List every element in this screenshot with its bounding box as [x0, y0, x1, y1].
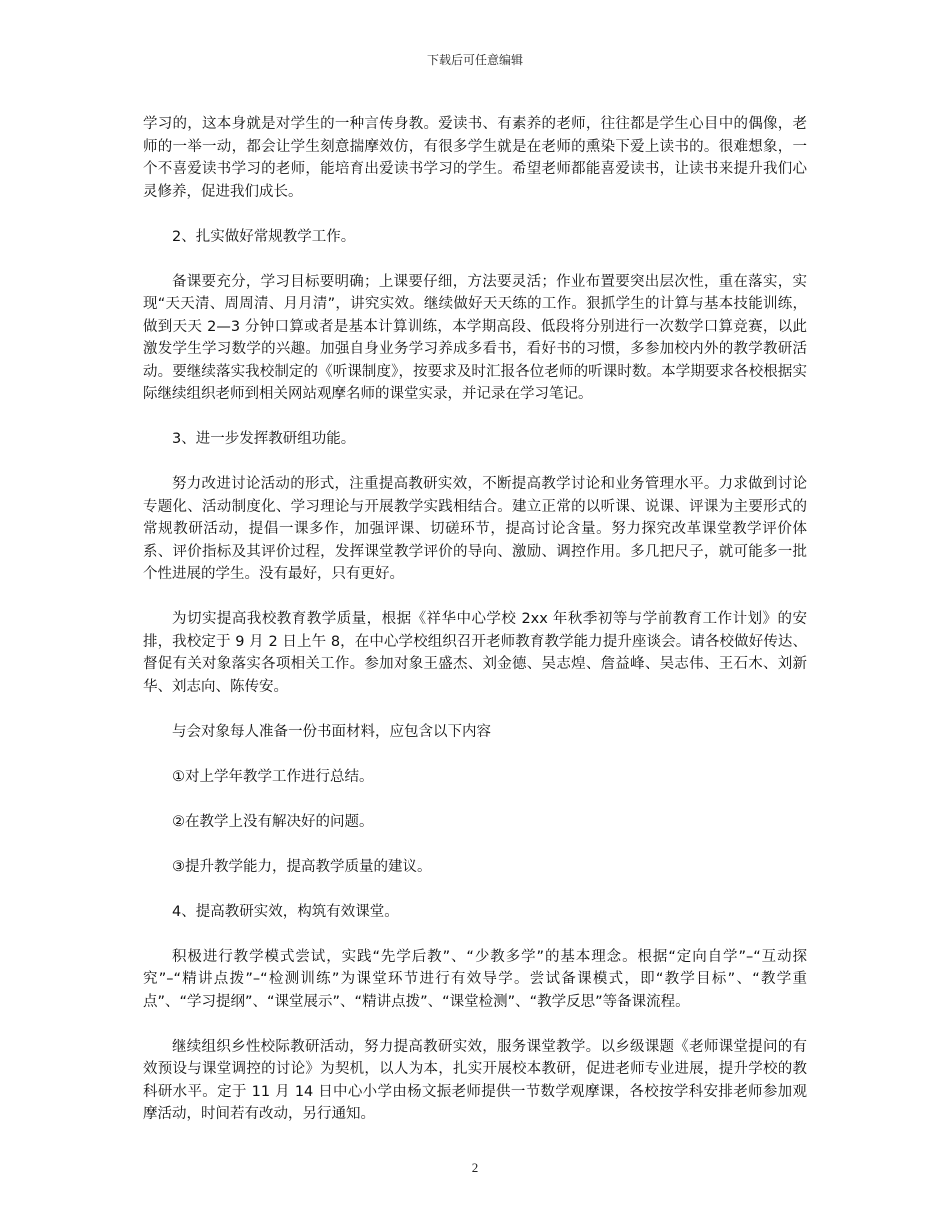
paragraph-routine-teaching: 备课要充分，学习目标要明确；上课要仔细，方法要灵活；作业布置要突出层次性，重在落实，实现“天天清、周周清、月月清”，讲究实效。继续做好天天练的工作。狠抓学生的计算与基本技能训练，做到天天 2—3 分钟口算或者是基本计算训练，本学期高段、低段将分别进行一次数学口算竞赛，以此激发学生学习数学的兴趣。加强自身业务学习养成多看书，看好书的习惯，多参加校内外的教学教研活动。要继续落实我校制定的《听课制度》，按要求及时汇报各位老师的听课时数。本学期要求各校根据实际继续组织老师到相关网站观摩名师的课堂实录，并记录在学习笔记。 — [143, 273, 807, 402]
paragraph-research-group: 努力改进讨论活动的形式，注重提高教研实效，不断提高教学讨论和业务管理水平。力求做到讨论专题化、活动制度化、学习理论与开展教学实践相结合。建立正常的以听课、说课、评课为主要形式的常规教研活动，提倡一课多作，加强评课、切磋环节，提高讨论含量。努力探究改革课堂教学评价体系、评价指标及其评价过程，发挥课堂教学评价的导向、激励、调控作用。多几把尺子，就可能多一批个性进展的学生。没有最好，只有更好。 — [143, 476, 807, 582]
document-body — [143, 113, 807, 1148]
section-heading-routine-teaching: 2、扎实做好常规教学工作。 — [172, 228, 356, 245]
section-heading-research-group: 3、进一步发挥教研组功能。 — [172, 431, 356, 447]
list-item-summary: ①对上学年教学工作进行总结。 — [172, 768, 374, 785]
paragraph-teaching-model: 积极进行教学模式尝试，实践“先学后教”、“少教多学”的基本理念。根据“定向自学”–“互动探究”–“精讲点拨”–“检测训练”为课堂环节进行有效导学。尝试备课模式，即“教学目标”、“教学重点”、“学习提纲”、“课堂展示”、“精讲点拨”、“课堂检测”、“教学反思”等备课流程。 — [143, 948, 807, 1010]
list-item-suggestions: ③提升教学能力，提高教学质量的建议。 — [172, 858, 432, 875]
paragraph-school-research-activity: 继续组织乡性校际教研活动，努力提高教研实效，服务课堂教学。以乡级课题《老师课堂提问的有效预设与课堂调控的讨论》为契机，以人为本，扎实开展校本教研，促进老师专业进展，提升学校的教科研水平。定于 11 月 14 日中心小学由杨文振老师提供一节数学观摩课，各校按学科安排老师参加观摩活动，时间若有改动，另行通知。 — [143, 1038, 807, 1122]
page-header-title: 下载后可任意编辑 — [426, 53, 523, 67]
page-number: 2 — [471, 1160, 479, 1175]
paragraph-meeting-notice: 为切实提高我校教育教学质量，根据《祥华中心学校 2xx 年秋季初等与学前教育工作计划》的安排，我校定于 9 月 2 日上午 8，在中心学校组织召开老师教育教学能力提升座谈会。请各校做好传达、督促有关对象落实各项相关工作。参加对象王盛杰、刘金德、吴志煌、詹益峰、吴志伟、王石木、刘新华、刘志向、陈传安。 — [143, 611, 807, 695]
paragraph-materials-intro: 与会对象每人准备一份书面材料，应包含以下内容 — [172, 723, 491, 740]
paragraph-reading-habit: 学习的，这本身就是对学生的一种言传身教。爱读书、有素养的老师，往往都是学生心目中的偶像，老师的一举一动，都会让学生刻意揣摩效仿，有很多学生就是在老师的熏染下爱上读书的。很难想象，一个不喜爱读书学习的老师，能培育出爱读书学习的学生。希望老师都能喜爱读书，让读书来提升我们心灵修养，促进我们成长。 — [143, 116, 807, 200]
list-item-problems: ②在教学上没有解决好的问题。 — [172, 813, 374, 830]
section-heading-effective-classroom: 4、提高教研实效，构筑有效课堂。 — [172, 903, 399, 920]
